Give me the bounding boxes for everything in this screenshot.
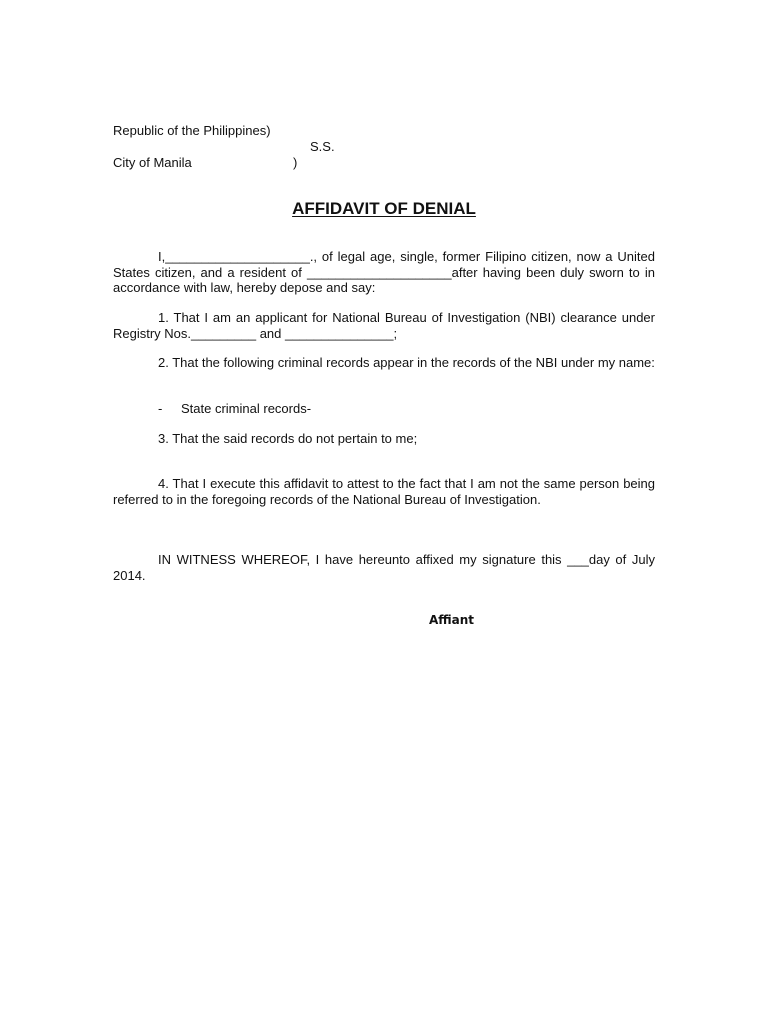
item-2-paragraph: 2. That the following criminal records appear in the records of the NBI under my name: bbox=[158, 355, 655, 370]
criminal-records-bullet bbox=[158, 401, 311, 417]
document-title bbox=[0, 199, 768, 219]
item-1-paragraph: 1. That I am an applicant for National Bureau of Investigation (NBI) clearance under Registry Nos._________ and _______________; bbox=[113, 310, 655, 341]
item-3-paragraph: 3. That the said records do not pertain to me; bbox=[158, 431, 418, 446]
venue-paren: ) bbox=[293, 155, 298, 170]
venue-republic: Republic of the Philippines) bbox=[113, 123, 271, 138]
witness-paragraph: IN WITNESS WHEREOF, I have hereunto affixed my signature this ___day of July 2014. bbox=[113, 552, 655, 583]
bullet-dash: - bbox=[158, 401, 163, 416]
venue-city: City of Manila bbox=[113, 155, 192, 170]
item-4-paragraph: 4. That I execute this affidavit to attest to the fact that I am not the same person being referred to in the foregoing records of the National Bureau of Investigation. bbox=[113, 476, 655, 507]
bullet-text: State criminal records- bbox=[181, 401, 312, 416]
venue-ss: S.S. bbox=[310, 139, 335, 154]
document-title-text: AFFIDAVIT OF DENIAL bbox=[292, 199, 476, 218]
affiant-label: Affiant bbox=[429, 613, 475, 627]
intro-paragraph: I,____________________., of legal age, single, former Filipino citizen, now a United States citizen, and a resident of ____________________after having been duly sworn to in accordance with law, hereby depose and say: bbox=[113, 249, 655, 295]
